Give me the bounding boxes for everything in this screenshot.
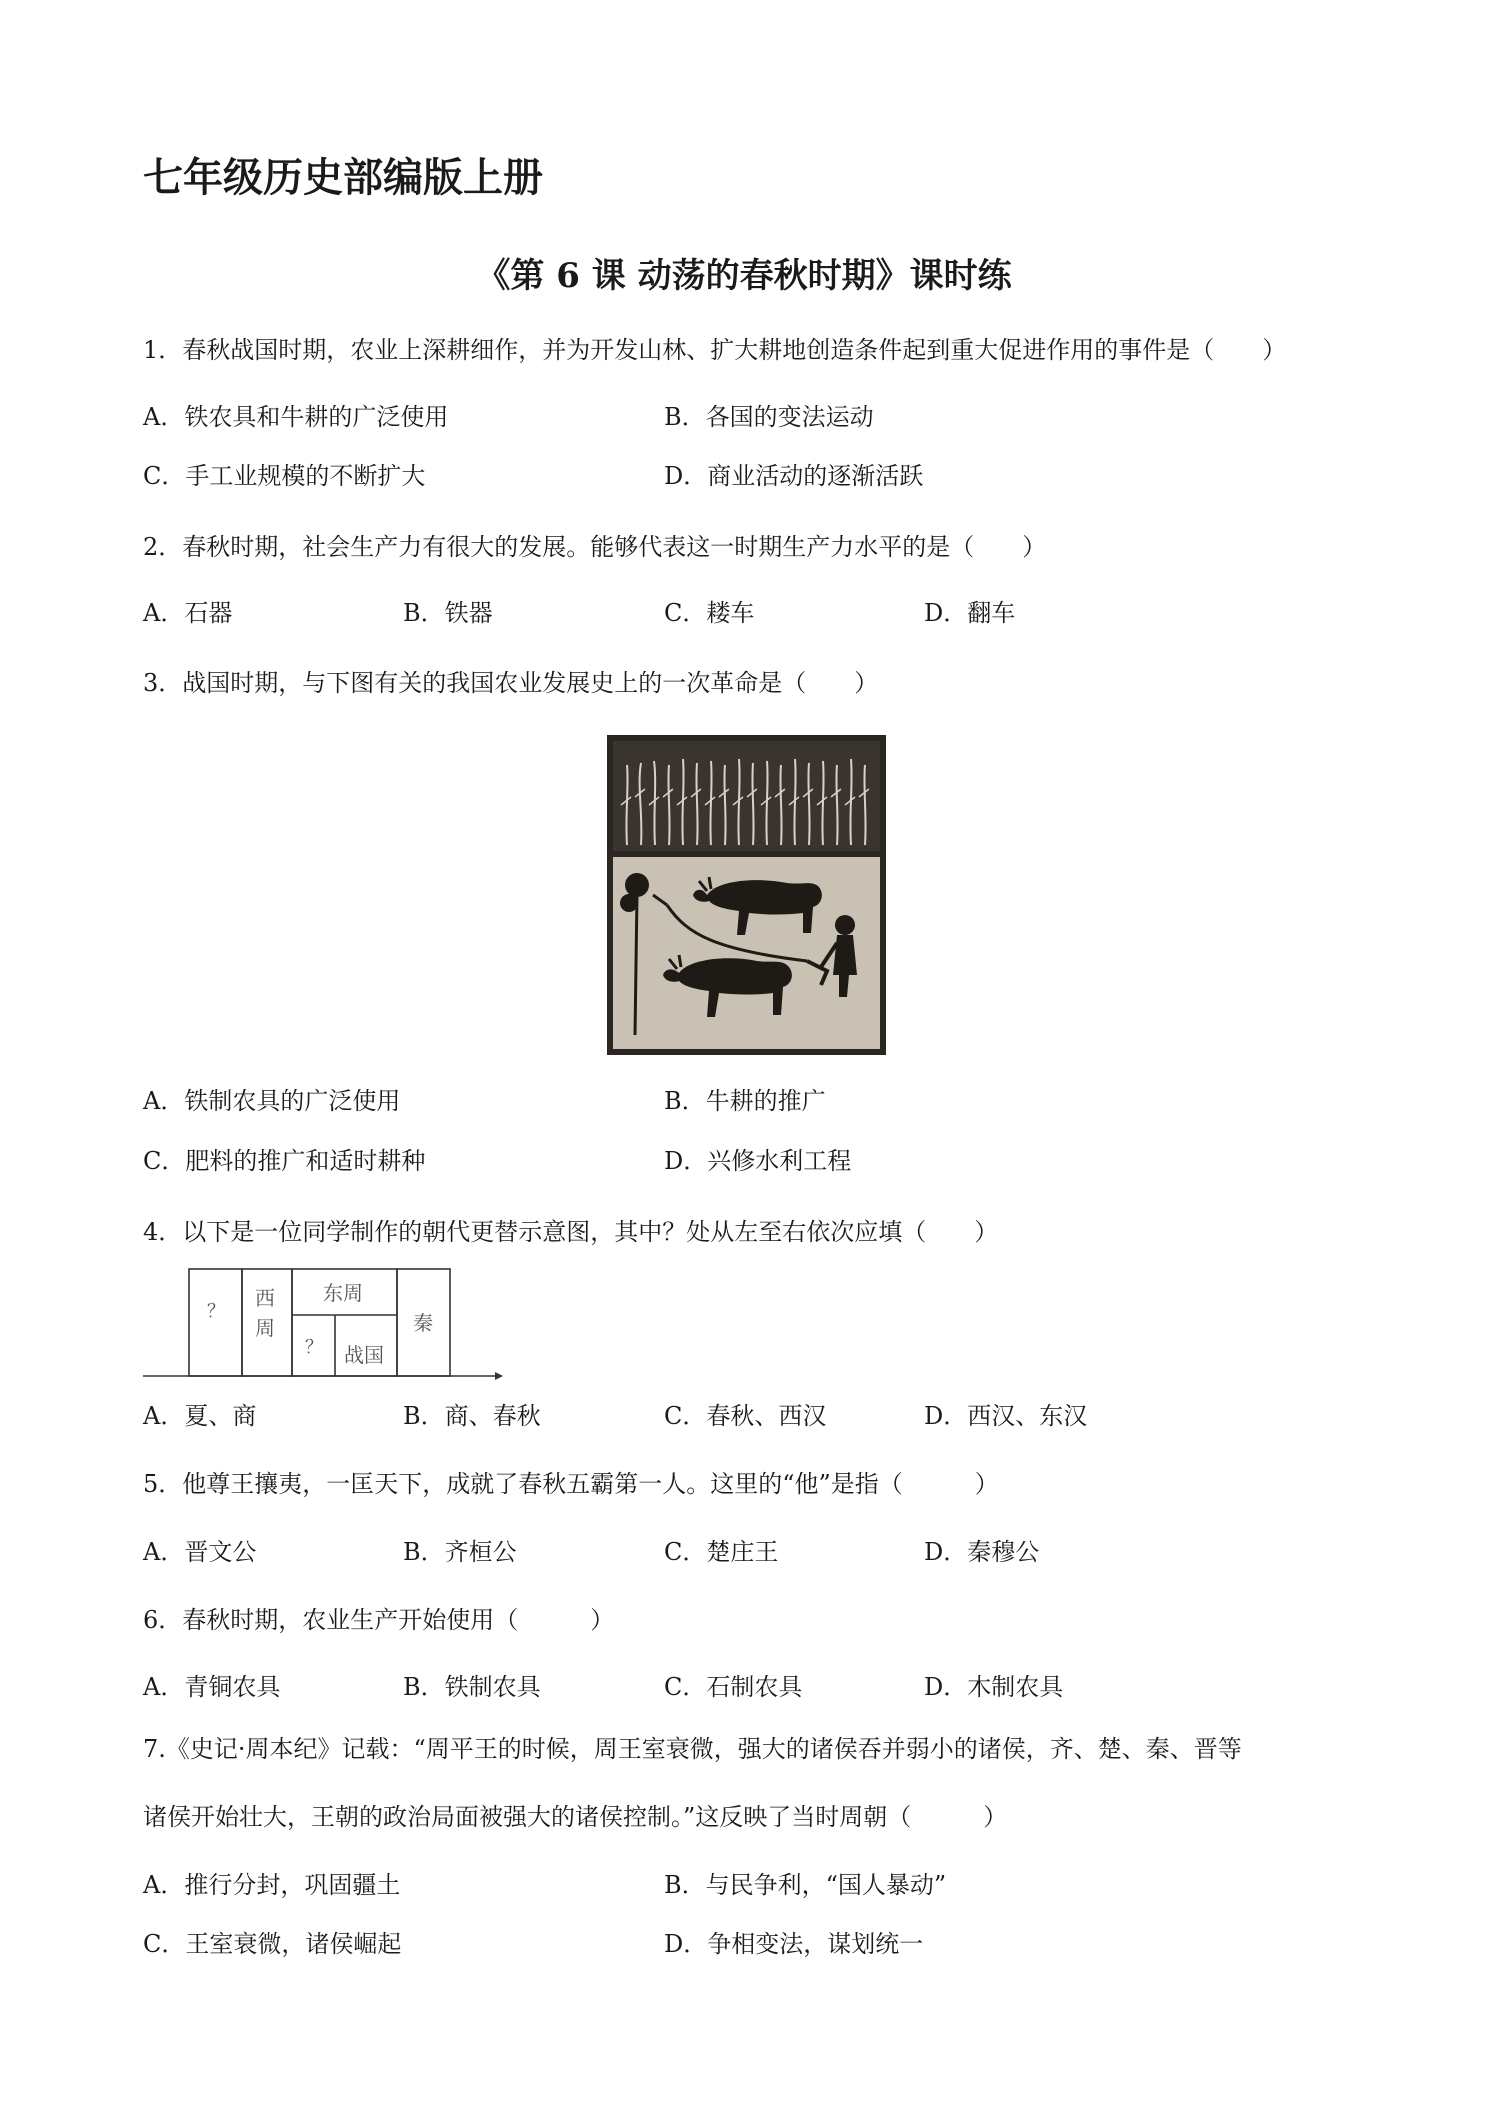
lesson-subtitle: 《第 6 课 动荡的春秋时期》课时练 [476,256,1012,296]
q2-option-c: C．耧车 [664,599,755,627]
q5-option-d: D．秦穆公 [924,1538,1040,1566]
dynasty-timeline-diagram [143,1265,503,1385]
q5-option-c: C．楚庄王 [664,1538,779,1566]
question-3-text: 3．战国时期，与下图有关的我国农业发展史上的一次革命是（ ） [143,669,879,697]
timeline-zhanguo: 战国 [344,1343,384,1367]
question-6-text: 6．春秋时期，农业生产开始使用（ ） [143,1606,615,1634]
question-4-text: 4．以下是一位同学制作的朝代更替示意图，其中？处从左至右依次应填（ ） [143,1218,999,1246]
q3-option-b: B．牛耕的推广 [664,1087,826,1115]
question-7-text-line2: 诸侯开始壮大，王朝的政治局面被强大的诸侯控制。”这反映了当时周朝（ ） [143,1803,1008,1831]
q1-option-c: C．手工业规模的不断扩大 [143,462,426,490]
q6-option-a: A．青铜农具 [143,1673,281,1701]
q1-option-a: A．铁农具和牛耕的广泛使用 [143,403,449,431]
q7-option-d: D．争相变法，谋划统一 [664,1930,924,1958]
question-2-text: 2．春秋时期，社会生产力有很大的发展。能够代表这一时期生产力水平的是（ ） [143,533,1047,561]
question-1-text: 1．春秋战国时期，农业上深耕细作，并为开发山林、扩大耕地创造条件起到重大促进作用的事件是（ ） [143,336,1287,364]
timeline-dongzhou: 东周 [323,1281,363,1305]
timeline-unknown-1: ？ [207,1301,225,1322]
q3-option-c: C．肥料的推广和适时耕种 [143,1147,426,1175]
q5-option-b: B．齐桓公 [403,1538,517,1566]
q3-option-d: D．兴修水利工程 [664,1147,852,1175]
q1-option-b: B．各国的变法运动 [664,403,874,431]
timeline-unknown-2: ？ [305,1337,323,1358]
q7-option-b: B．与民争利，“国人暴动” [664,1871,947,1899]
q4-option-a: A．夏、商 [143,1402,257,1430]
q4-option-c: C．春秋、西汉 [664,1402,827,1430]
q7-option-c: C．王室衰微，诸侯崛起 [143,1930,402,1958]
q2-option-a: A．石器 [143,599,233,627]
q6-option-d: D．木制农具 [924,1673,1064,1701]
timeline-qin: 秦 [413,1311,433,1335]
question-7-text-line1: 7.《史记·周本纪》记载：“周平王的时候，周王室衰微，强大的诸侯吞并弱小的诸侯，齐、楚、秦、晋等 [143,1735,1242,1763]
q7-option-a: A．推行分封，巩固疆土 [143,1871,401,1899]
q5-option-a: A．晋文公 [143,1538,257,1566]
q3-option-a: A．铁制农具的广泛使用 [143,1087,401,1115]
timeline-xizhou: 西周 [255,1286,275,1340]
ox-plowing-image [607,735,886,1055]
q1-option-d: D．商业活动的逐渐活跃 [664,462,924,490]
document-title: 七年级历史部编版上册 [143,155,543,201]
q6-option-b: B．铁制农具 [403,1673,541,1701]
q4-option-b: B．商、春秋 [403,1402,541,1430]
q6-option-c: C．石制农具 [664,1673,803,1701]
q2-option-d: D．翻车 [924,599,1016,627]
q2-option-b: B．铁器 [403,599,493,627]
question-5-text: 5．他尊王攘夷，一匡天下，成就了春秋五霸第一人。这里的“他”是指（ ） [143,1470,999,1498]
q4-option-d: D．西汉、东汉 [924,1402,1088,1430]
